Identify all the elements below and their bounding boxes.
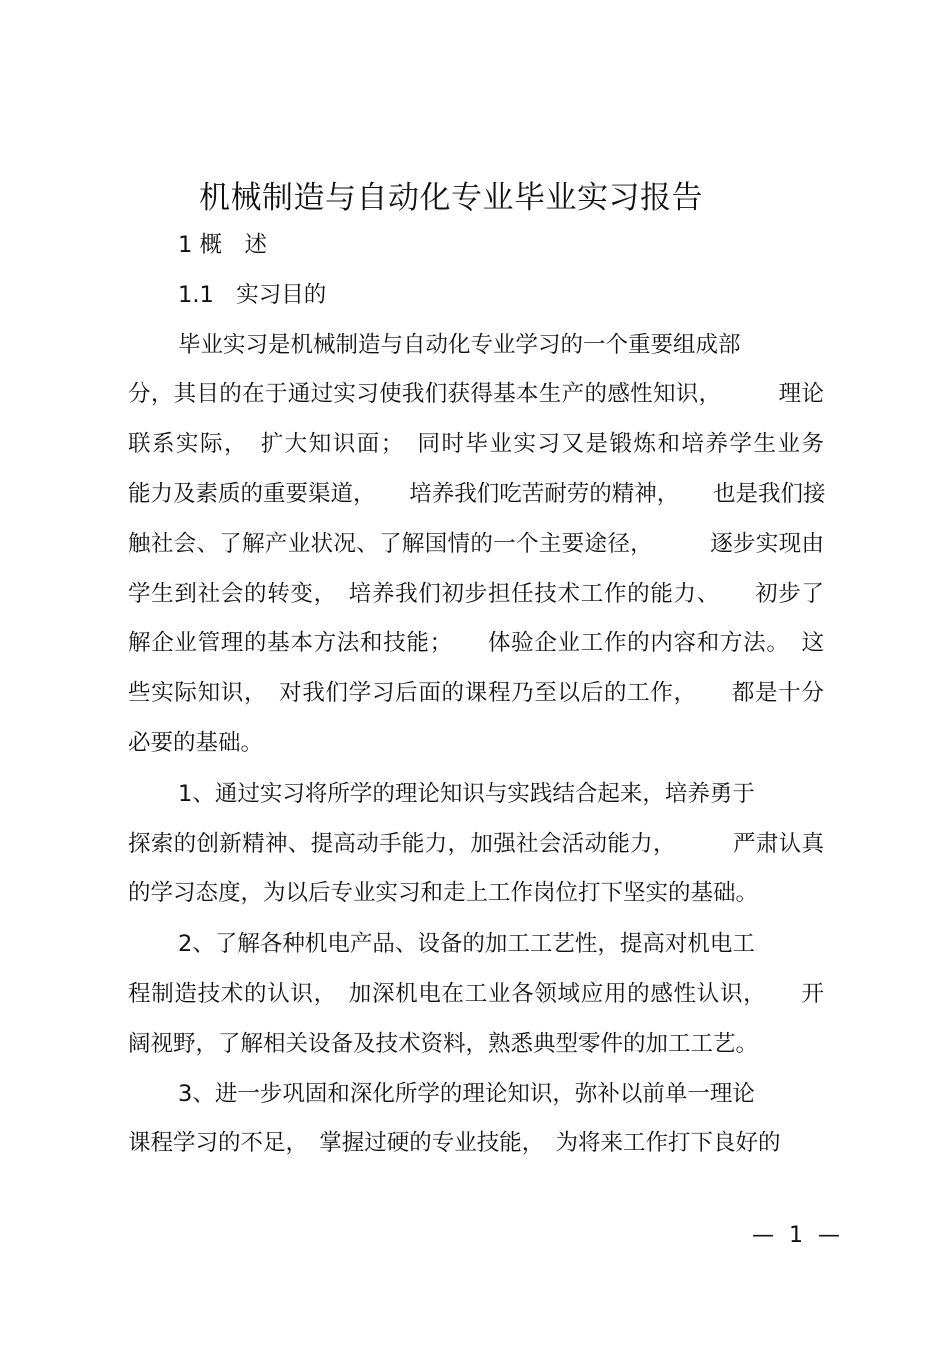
page-number: — 1 — xyxy=(752,1223,844,1248)
list-item-line: 3、进一步巩固和深化所学的理论知识，弥补以前单一理论 xyxy=(178,1081,755,1107)
document-title: 机械制造与自动化专业毕业实习报告 xyxy=(199,180,703,216)
list-item-line: 阔视野，了解相关设备及技术资料，熟悉典型零件的加工工艺。 xyxy=(128,1031,759,1057)
subsection-heading: 1.1 实习目的 xyxy=(178,282,327,308)
paragraph-line: 必要的基础。 xyxy=(128,730,264,756)
list-item-line: 的学习态度，为以后专业实习和走上工作岗位打下坚实的基础。 xyxy=(128,880,759,906)
paragraph-line: 学生到社会的转变， 培养我们初步担任技术工作的能力、 初步了 xyxy=(128,581,824,607)
paragraph-line: 触社会、了解产业状况、了解国情的一个主要途径， 逐步实现由 xyxy=(128,531,824,557)
paragraph-line: 能力及素质的重要渠道， 培养我们吃苦耐劳的精神， 也是我们接 xyxy=(128,481,826,507)
paragraph-line: 解企业管理的基本方法和技能； 体验企业工作的内容和方法。 这 xyxy=(128,630,824,656)
paragraph-line: 联系实际， 扩大知识面； 同时毕业实习又是锻炼和培养学生业务 xyxy=(128,431,824,457)
section-heading: 1 概 述 xyxy=(178,232,267,258)
paragraph-line: 分，其目的在于通过实习使我们获得基本生产的感性知识， 理论 xyxy=(128,381,824,407)
list-item-line: 2、了解各种机电产品、设备的加工工艺性，提高对机电工 xyxy=(178,931,755,957)
list-item-line: 课程学习的不足， 掌握过硬的专业技能， 为将来工作打下良好的 xyxy=(128,1130,781,1156)
list-item-line: 程制造技术的认识， 加深机电在工业各领域应用的感性认识， 开 xyxy=(128,981,824,1007)
paragraph-line: 些实际知识， 对我们学习后面的课程乃至以后的工作， 都是十分 xyxy=(128,680,824,706)
list-item-line: 探索的创新精神、提高动手能力，加强社会活动能力， 严肃认真 xyxy=(128,831,824,857)
list-item-line: 1、通过实习将所学的理论知识与实践结合起来，培养勇于 xyxy=(178,781,755,807)
paragraph-line: 毕业实习是机械制造与自动化专业学习的一个重要组成部 xyxy=(178,332,741,358)
